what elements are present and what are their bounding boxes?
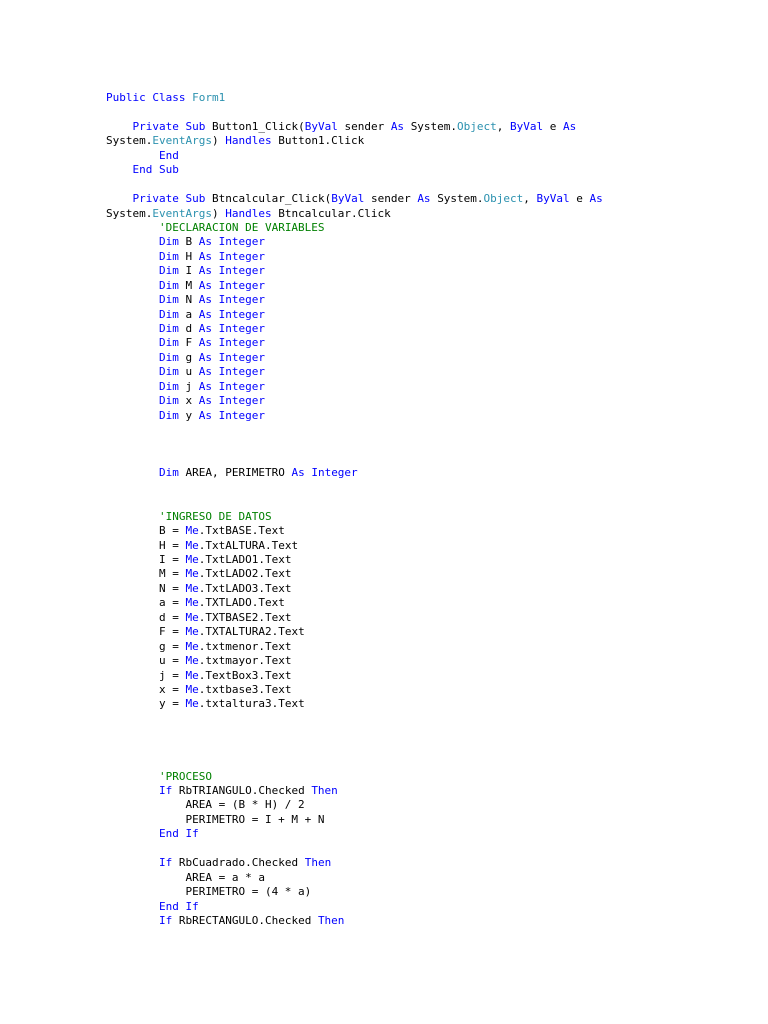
code-token-plain: .txtaltura3.Text: [198, 697, 305, 711]
code-token-plain: [106, 900, 159, 913]
code-line: [106, 914, 603, 928]
code-token-keyword: As: [417, 192, 438, 206]
code-token-keyword: Me: [185, 524, 199, 538]
code-token-type: EventArgs: [152, 134, 212, 148]
code-token-plain: .TXTLADO.Text: [198, 596, 285, 610]
code-token-keyword: Me: [185, 668, 199, 682]
blank-line: [106, 105, 603, 119]
blank-line: [106, 726, 603, 740]
code-token-keyword: If: [158, 784, 179, 797]
code-line: [106, 856, 603, 870]
blank-line: [106, 495, 603, 509]
code-token-keyword: If: [158, 913, 179, 927]
code-token-keyword: Me: [185, 697, 199, 711]
code-token-keyword: As: [589, 192, 603, 206]
code-token-plain: [106, 308, 159, 321]
code-token-keyword: Dim: [158, 264, 186, 278]
code-token-keyword: Dim: [158, 365, 186, 379]
code-token-plain: j: [185, 379, 199, 393]
code-token-plain: [106, 279, 159, 292]
blank-line: [106, 712, 603, 726]
code-line: [106, 336, 603, 350]
code-token-plain: j =: [106, 668, 186, 682]
code-token-keyword: Then: [304, 856, 332, 870]
code-line: [106, 798, 603, 812]
code-token-plain: RbRECTANGULO.Checked: [178, 913, 318, 927]
code-token-plain: y: [185, 408, 199, 422]
code-line: [106, 279, 603, 293]
code-line: [106, 770, 603, 784]
code-token-keyword: As Integer: [198, 365, 265, 379]
code-line: [106, 813, 603, 827]
code-line: [106, 264, 603, 278]
code-token-comment: 'INGRESO DE DATOS: [158, 509, 272, 523]
code-token-keyword: Private Sub: [132, 192, 212, 206]
code-line: [106, 524, 603, 538]
code-line: [106, 250, 603, 264]
blank-line: [106, 452, 603, 466]
code-token-plain: System.: [106, 206, 153, 220]
code-line: [106, 120, 603, 134]
code-token-keyword: Handles: [225, 134, 279, 148]
code-token-keyword: End Sub: [132, 163, 179, 177]
code-token-plain: .TXTBASE2.Text: [198, 610, 292, 624]
code-token-plain: AREA = (B * H) / 2: [106, 798, 305, 812]
code-token-plain: H: [185, 249, 199, 263]
code-line: [106, 308, 603, 322]
code-line: [106, 192, 603, 206]
code-token-plain: d =: [106, 610, 186, 624]
code-token-plain: B: [185, 235, 199, 249]
code-token-keyword: Me: [185, 682, 199, 696]
code-line: [106, 293, 603, 307]
code-token-keyword: Then: [317, 913, 345, 927]
code-token-plain: .TxtLADO1.Text: [198, 553, 292, 566]
code-token-plain: System.: [437, 192, 484, 206]
code-token-keyword: End: [158, 148, 179, 162]
code-token-plain: x: [185, 394, 199, 408]
blank-line: [106, 178, 603, 192]
code-token-plain: [106, 466, 159, 479]
code-token-keyword: As Integer: [198, 379, 265, 393]
code-token-keyword: End If: [158, 827, 199, 841]
code-token-type: Object: [483, 192, 524, 206]
code-token-plain: .txtbase3.Text: [198, 682, 292, 696]
code-line: [106, 900, 603, 914]
blank-line: [106, 755, 603, 769]
code-token-keyword: Then: [311, 784, 338, 797]
code-listing: [106, 91, 603, 928]
code-token-keyword: As: [563, 119, 577, 133]
code-line: [106, 683, 603, 697]
code-line: [106, 134, 603, 148]
code-token-plain: [106, 192, 133, 205]
code-token-plain: Button1_Click(: [211, 119, 305, 133]
code-line: [106, 625, 603, 639]
code-token-plain: e: [549, 119, 564, 133]
code-line: [106, 149, 603, 163]
code-token-plain: [106, 365, 159, 378]
code-line: [106, 611, 603, 625]
code-token-keyword: Me: [185, 567, 199, 581]
code-token-plain: M =: [106, 567, 186, 581]
code-token-plain: [106, 914, 159, 927]
code-token-plain: g =: [106, 639, 186, 653]
code-line: [106, 365, 603, 379]
code-token-keyword: ByVal: [510, 119, 550, 133]
code-token-keyword: As Integer: [198, 350, 265, 364]
code-token-plain: RbCuadrado.Checked: [178, 856, 305, 870]
code-token-plain: .TXTALTURA2.Text: [198, 625, 305, 639]
code-token-keyword: As Integer: [198, 264, 265, 278]
code-token-plain: .TxtLADO2.Text: [198, 567, 292, 581]
code-token-keyword: As: [390, 119, 411, 133]
code-line: [106, 697, 603, 711]
code-line: [106, 885, 603, 899]
code-token-plain: sender: [370, 192, 418, 206]
code-token-keyword: As Integer: [291, 466, 358, 480]
code-token-keyword: Me: [185, 581, 199, 595]
code-token-plain: [106, 409, 159, 422]
code-token-plain: [106, 380, 159, 393]
code-token-plain: [106, 293, 159, 306]
code-token-keyword: If: [158, 856, 179, 870]
code-token-plain: ,: [496, 119, 511, 133]
code-line: [106, 669, 603, 683]
code-token-plain: y =: [106, 697, 186, 711]
code-token-keyword: End If: [158, 899, 199, 913]
code-token-plain: System.: [410, 119, 458, 133]
code-line: [106, 409, 603, 423]
code-token-plain: [106, 351, 159, 364]
code-token-type: EventArgs: [152, 206, 212, 220]
code-line: [106, 322, 603, 336]
code-token-plain: a: [185, 307, 199, 321]
code-token-keyword: Dim: [158, 379, 186, 393]
code-token-plain: Btncalcular.Click: [278, 206, 391, 220]
code-token-keyword: Dim: [158, 278, 186, 292]
code-token-keyword: Me: [185, 654, 199, 668]
blank-line: [106, 438, 603, 452]
code-token-keyword: ByVal: [536, 192, 577, 206]
code-token-plain: RbTRIANGULO.Checked: [178, 784, 312, 797]
code-token-keyword: ByVal: [304, 119, 345, 133]
code-line: [106, 510, 603, 524]
code-token-keyword: Handles: [225, 206, 279, 220]
code-token-plain: ): [211, 134, 226, 148]
code-token-plain: x =: [106, 682, 186, 696]
code-line: [106, 596, 603, 610]
code-token-plain: ): [211, 206, 226, 220]
code-token-plain: g: [185, 350, 199, 364]
code-token-plain: .txtmenor.Text: [198, 639, 292, 653]
code-token-plain: .TxtALTURA.Text: [198, 538, 299, 552]
code-token-keyword: Dim: [158, 307, 186, 321]
code-token-keyword: Dim: [158, 466, 186, 480]
code-token-plain: [106, 827, 159, 840]
code-line: [106, 163, 603, 177]
code-token-plain: M: [185, 278, 199, 292]
code-token-keyword: Me: [185, 625, 199, 639]
code-token-plain: [106, 784, 159, 797]
code-token-keyword: As Integer: [198, 307, 265, 321]
code-token-plain: [106, 322, 159, 335]
code-line: [106, 567, 603, 581]
code-line: [106, 871, 603, 885]
code-token-plain: AREA, PERIMETRO: [185, 466, 292, 480]
code-token-keyword: As Integer: [198, 408, 265, 422]
code-line: [106, 221, 603, 235]
code-token-plain: [106, 394, 159, 407]
code-token-plain: .txtmayor.Text: [198, 654, 292, 668]
code-token-plain: d: [185, 322, 199, 335]
code-token-keyword: As Integer: [198, 394, 265, 408]
code-line: [106, 827, 603, 841]
code-token-comment: 'DECLARACION DE VARIABLES: [158, 220, 325, 234]
code-line: [106, 582, 603, 596]
code-token-plain: [106, 235, 159, 248]
code-line: [106, 539, 603, 553]
code-token-keyword: Public Class: [106, 91, 193, 104]
code-token-keyword: Dim: [158, 350, 186, 364]
code-token-keyword: Dim: [158, 249, 186, 263]
code-token-plain: u: [185, 365, 199, 379]
blank-line: [106, 423, 603, 437]
code-token-plain: H =: [106, 538, 186, 552]
code-token-plain: .TxtLADO3.Text: [198, 581, 292, 595]
code-token-plain: PERIMETRO = (4 * a): [106, 885, 312, 899]
code-token-comment: 'PROCESO: [158, 769, 212, 783]
code-token-plain: [106, 221, 159, 234]
code-token-plain: N: [185, 293, 199, 307]
code-token-plain: Btncalcular_Click(: [211, 192, 332, 206]
code-line: [106, 654, 603, 668]
code-token-plain: ,: [523, 192, 537, 206]
code-line: [106, 235, 603, 249]
code-token-plain: [106, 770, 159, 783]
code-token-plain: I: [185, 264, 199, 278]
code-line: [106, 380, 603, 394]
code-token-plain: [106, 163, 133, 176]
code-token-keyword: As Integer: [198, 278, 265, 292]
code-token-plain: AREA = a * a: [106, 870, 265, 884]
code-token-keyword: Dim: [158, 394, 186, 408]
code-token-plain: System.: [106, 134, 153, 148]
code-token-plain: I =: [106, 553, 186, 566]
code-token-plain: sender: [344, 119, 391, 133]
code-token-plain: [106, 120, 133, 133]
code-token-plain: .TextBox3.Text: [198, 668, 292, 682]
code-token-type: Form1: [192, 91, 226, 104]
code-token-keyword: As Integer: [198, 336, 265, 350]
code-line: [106, 394, 603, 408]
code-token-plain: Button1.Click: [278, 134, 365, 148]
code-token-plain: [106, 510, 159, 523]
code-token-keyword: Dim: [158, 235, 186, 249]
code-token-keyword: Dim: [158, 408, 186, 422]
code-token-keyword: Me: [185, 553, 199, 566]
code-token-plain: [106, 149, 159, 162]
code-token-plain: B =: [106, 524, 186, 538]
code-token-keyword: As Integer: [198, 249, 265, 263]
code-line: [106, 91, 603, 105]
code-token-plain: .TxtBASE.Text: [198, 524, 285, 538]
code-token-keyword: As Integer: [198, 293, 265, 307]
blank-line: [106, 741, 603, 755]
code-token-keyword: Private Sub: [132, 119, 212, 133]
code-token-plain: e: [576, 192, 590, 206]
code-line: [106, 553, 603, 567]
code-token-plain: [106, 336, 159, 349]
code-token-plain: [106, 856, 159, 869]
code-token-plain: F: [185, 336, 199, 350]
blank-line: [106, 842, 603, 856]
code-line: [106, 784, 603, 798]
code-token-keyword: As Integer: [198, 235, 265, 249]
code-token-plain: PERIMETRO = I + M + N: [106, 812, 325, 826]
code-token-plain: F =: [106, 625, 186, 639]
code-token-type: Object: [457, 119, 497, 133]
code-line: [106, 466, 603, 480]
code-line: [106, 207, 603, 221]
code-token-keyword: Dim: [158, 336, 186, 350]
code-token-plain: u =: [106, 654, 186, 668]
code-line: [106, 640, 603, 654]
blank-line: [106, 481, 603, 495]
code-token-plain: [106, 250, 159, 263]
code-line: [106, 351, 603, 365]
code-token-keyword: Me: [185, 538, 199, 552]
code-token-plain: N =: [106, 581, 186, 595]
code-token-keyword: Me: [185, 610, 199, 624]
code-token-plain: [106, 264, 159, 277]
code-token-keyword: Dim: [158, 322, 186, 335]
code-token-plain: a =: [106, 596, 186, 610]
code-token-keyword: Me: [185, 596, 199, 610]
code-token-keyword: As Integer: [198, 322, 265, 335]
code-token-keyword: Dim: [158, 293, 186, 307]
code-token-keyword: ByVal: [331, 192, 371, 206]
code-token-keyword: Me: [185, 639, 199, 653]
